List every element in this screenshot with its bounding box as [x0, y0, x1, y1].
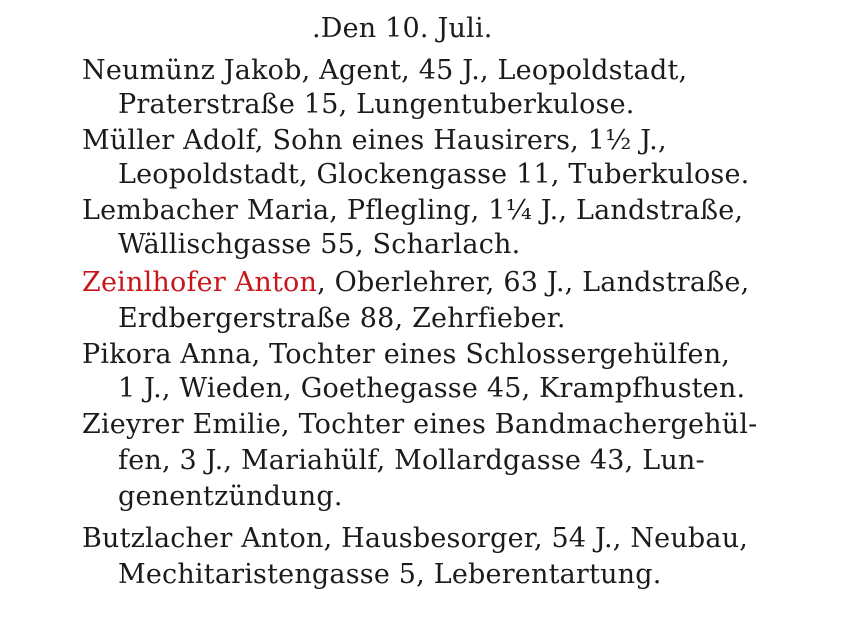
entry-continuation: Mechitaristengasse 5, Leberentartung.: [118, 559, 662, 590]
entry-name-highlighted: Zeinlhofer Anton: [82, 267, 318, 298]
entry-details: , Tochter eines Bandmachergehül-: [281, 409, 758, 440]
entry-details: , Sohn eines Hausirers, 1½ J.,: [254, 125, 667, 156]
entry-details: , Hausbesorger, 54 J., Neubau,: [323, 523, 749, 554]
entry-line: [82, 522, 748, 556]
entry-details: , Tochter eines Schlossergehülfen,: [251, 339, 731, 370]
entry-continuation: Wällischgasse 55, Scharlach.: [118, 229, 521, 260]
entry-name: Lembacher Maria: [82, 195, 330, 226]
entry-details: , Pflegling, 1¼ J., Landstraße,: [329, 195, 744, 226]
entry-line: [82, 338, 730, 372]
entry-continuation: genentzündung.: [118, 481, 343, 512]
entry-name: Müller Adolf: [82, 125, 255, 156]
entry-continuation: 1 J., Wieden, Goethegasse 45, Krampfhusten.: [118, 373, 746, 404]
entry-continuation: Praterstraße 15, Lungentuberkulose.: [118, 89, 635, 120]
entry-continuation: Erdbergerstraße 88, Zehrfieber.: [118, 303, 566, 334]
entry-name: Neumünz Jakob: [82, 55, 302, 86]
entry-line: [82, 194, 743, 228]
entry-name: Pikora Anna: [82, 339, 252, 370]
entry-name: Zieyrer Emilie: [82, 409, 281, 440]
entry-name: Butzlacher Anton: [82, 523, 324, 554]
entry-details: , Oberlehrer, 63 J., Landstraße,: [317, 267, 750, 298]
entry-line: [82, 408, 758, 442]
entry-line: [82, 54, 687, 88]
entry-continuation: fen, 3 J., Mariahülf, Mollardgasse 43, Lun-: [118, 445, 705, 476]
entry-line: [82, 266, 749, 300]
entry-continuation: Leopoldstadt, Glockengasse 11, Tuberkulose.: [118, 159, 750, 190]
entry-details: , Agent, 45 J., Leopoldstadt,: [301, 55, 688, 86]
entry-line: [82, 124, 667, 158]
date-heading: .Den 10. Juli.: [312, 13, 493, 44]
